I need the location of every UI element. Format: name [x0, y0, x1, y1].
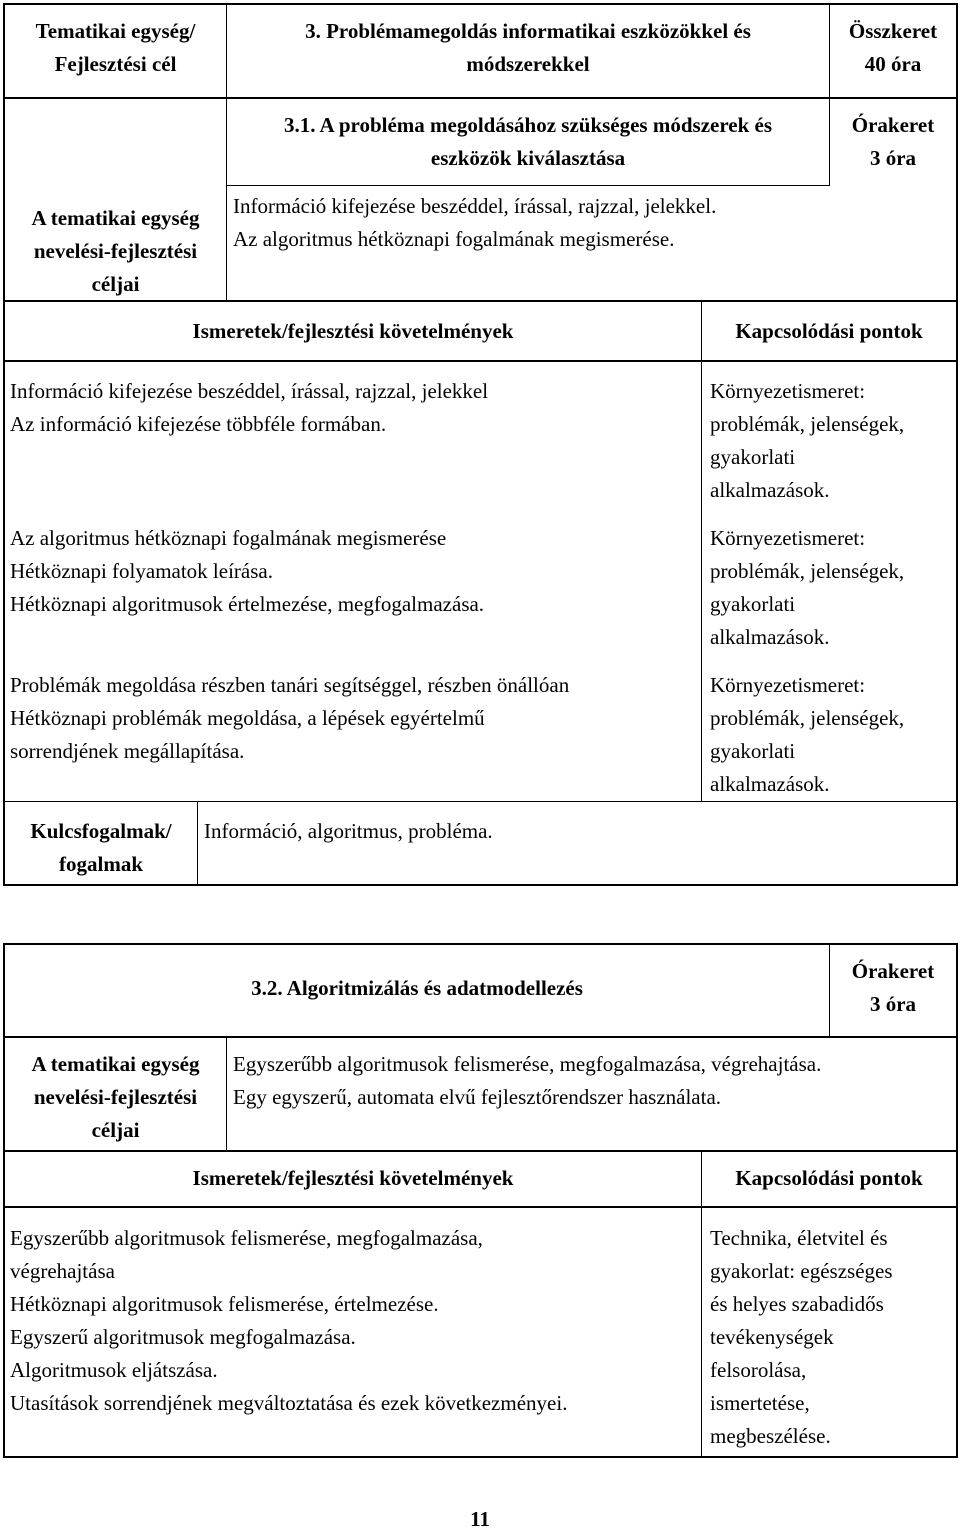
goals-line: Információ kifejezése beszéddel, írással, rajzzal, jelekkel. [233, 194, 717, 218]
connection-line: Környezetismeret: [710, 379, 866, 403]
requirement-line: végrehajtása [10, 1259, 115, 1283]
goals-label-line: A tematikai egység [31, 206, 200, 230]
goals2-label [5, 1048, 226, 1147]
requirement-line: sorrendjének megállapítása. [10, 739, 245, 763]
connection-line: gyakorlati [710, 445, 796, 469]
total-hours-label: Összkeret [848, 19, 938, 43]
connection-block [710, 522, 904, 654]
connection-line: Környezetismeret: [710, 673, 866, 697]
requirement-line: Hétköznapi problémák megoldása, a lépések egyértelmű [10, 706, 485, 730]
connection-line: tevékenységek [710, 1325, 834, 1349]
connection-line: Környezetismeret: [710, 526, 866, 550]
requirement-line: Hétköznapi algoritmusok felismerése, értelmezése. [10, 1292, 439, 1316]
connection-line: gyakorlat: egészséges [710, 1259, 893, 1283]
connections2-block [710, 1222, 893, 1453]
connection-line: megbeszélése. [710, 1424, 831, 1448]
connection-line: Technika, életvitel és [710, 1226, 888, 1250]
connection-line: alkalmazások. [710, 478, 830, 502]
goals2-label-line: céljai [91, 1118, 140, 1142]
key-concepts-label-line: fogalmak [59, 852, 143, 876]
unit-title-line: 3. Problémamegoldás informatikai eszközökkel és [305, 19, 751, 43]
goals2-text [233, 1048, 821, 1114]
connections-header: Kapcsolódási pontok [735, 319, 923, 343]
requirement-line: Hétköznapi folyamatok leírása. [10, 559, 273, 583]
goals2-label-line: nevelési-fejlesztési [33, 1085, 198, 1109]
requirement-block [10, 669, 569, 768]
connection-line: alkalmazások. [710, 625, 830, 649]
connection-line: gyakorlati [710, 592, 796, 616]
requirement-line: Hétköznapi algoritmusok értelmezése, megfogalmazása. [10, 592, 485, 616]
connections2-header: Kapcsolódási pontok [735, 1166, 923, 1190]
requirement-line: Problémák megoldása részben tanári segítséggel, részben önállóan [10, 673, 570, 697]
unit-label-line: Fejlesztési cél [54, 52, 177, 76]
subunit-title-line: eszközök kiválasztása [430, 146, 626, 170]
key-concepts-label-line: Kulcsfogalmak/ [30, 819, 172, 843]
total-hours [830, 15, 956, 81]
connection-line: problémák, jelenségek, [710, 412, 905, 436]
subunit-title [227, 109, 829, 175]
subunit-hours [830, 109, 956, 175]
requirement-line: Egyszerűbb algoritmusok felismerése, megfogalmazása, [10, 1226, 483, 1250]
connection-block [710, 669, 904, 801]
goals-label-line: nevelési-fejlesztési [33, 239, 198, 263]
requirement-block [10, 522, 484, 621]
unit2-hours-label: Órakeret [851, 959, 935, 983]
unit2-hours-value: 3 óra [869, 992, 917, 1016]
goals-line: Az algoritmus hétköznapi fogalmának megismerése. [233, 227, 675, 251]
subunit-hours-label: Órakeret [851, 113, 935, 137]
requirement-line: Információ kifejezése beszéddel, írással, rajzzal, jelekkel [10, 379, 489, 403]
requirement-line: Utasítások sorrendjének megváltoztatása és ezek következményei. [10, 1391, 568, 1415]
requirements2-header: Ismeretek/fejlesztési követelmények [192, 1166, 514, 1190]
goals2-line: Egy egyszerű, automata elvű fejlesztőrendszer használata. [233, 1085, 722, 1109]
unit-title-line: módszerekkel [466, 52, 590, 76]
unit2-hours [830, 955, 956, 1021]
requirement-line: Egyszerű algoritmusok megfogalmazása. [10, 1325, 356, 1349]
requirement-line: Az algoritmus hétköznapi fogalmának megismerése [10, 526, 447, 550]
goals-text [233, 190, 716, 256]
connection-line: problémák, jelenségek, [710, 559, 905, 583]
connection-line: ismertetése, [710, 1391, 810, 1415]
requirements-header: Ismeretek/fejlesztési követelmények [192, 319, 514, 343]
key-concepts-value: Információ, algoritmus, probléma. [204, 819, 493, 843]
subunit-title-line: 3.1. A probléma megoldásához szükséges módszerek és [283, 113, 773, 137]
subunit-hours-value: 3 óra [869, 146, 917, 170]
key-concepts-label [5, 815, 197, 881]
goals-label [5, 202, 226, 301]
connection-line: gyakorlati [710, 739, 796, 763]
requirement-block [10, 375, 488, 441]
connection-line: felsorolása, [710, 1358, 807, 1382]
goals-label-line: céljai [91, 272, 140, 296]
connection-line: alkalmazások. [710, 772, 830, 796]
requirement-line: Az információ kifejezése többféle formában. [10, 412, 387, 436]
connection-line: és helyes szabadidős [710, 1292, 884, 1316]
page-number: 11 [470, 1507, 490, 1531]
requirements2-block [10, 1222, 567, 1420]
connection-line: problémák, jelenségek, [710, 706, 905, 730]
requirement-line: Algoritmusok eljátszása. [10, 1358, 218, 1382]
unit-label [5, 15, 226, 81]
connection-block [710, 375, 904, 507]
unit-title [227, 15, 829, 81]
unit-label-line: Tematikai egység/ [35, 19, 196, 43]
goals2-line: Egyszerűbb algoritmusok felismerése, megfogalmazása, végrehajtása. [233, 1052, 822, 1076]
total-hours-value: 40 óra [864, 52, 922, 76]
goals2-label-line: A tematikai egység [31, 1052, 200, 1076]
unit2-title: 3.2. Algoritmizálás és adatmodellezés [251, 976, 583, 1000]
